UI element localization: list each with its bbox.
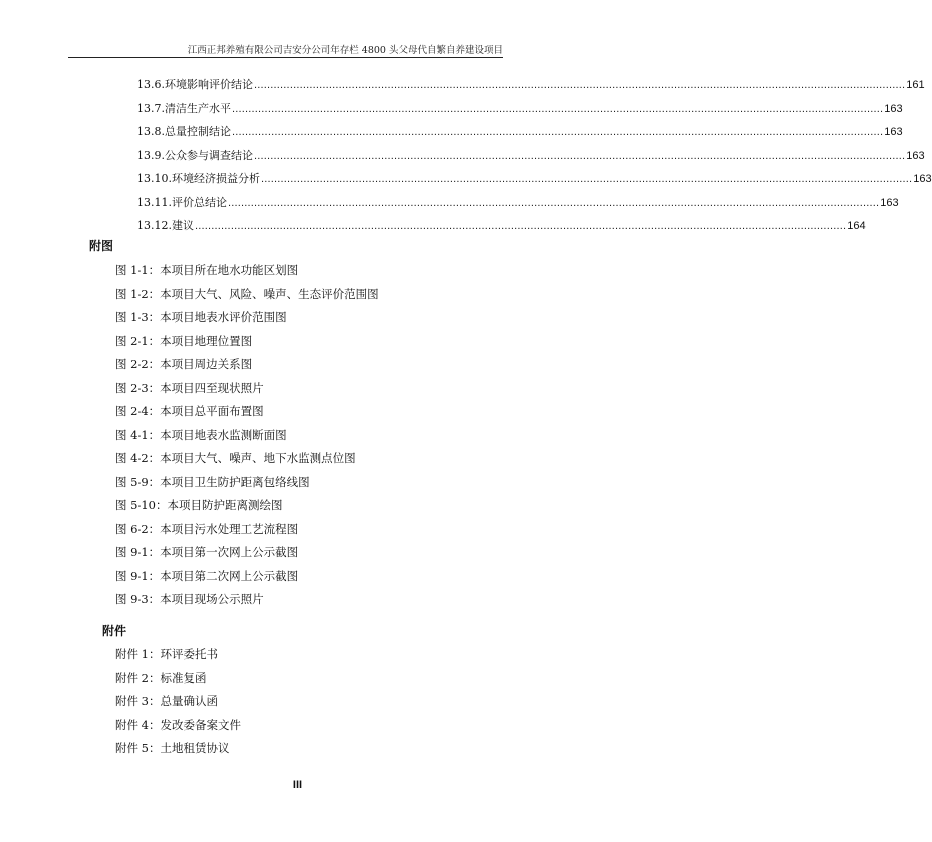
toc-entry[interactable] [137, 124, 903, 140]
toc-entry-page: 163 [880, 196, 899, 209]
page-number: III [292, 779, 303, 791]
figure-item: 图 2-1：本项目地理位置图 [115, 333, 253, 348]
toc-entry[interactable] [137, 171, 932, 187]
figure-item: 图 9-3：本项目现场公示照片 [115, 592, 264, 606]
attachment-item: 附件 1：环评委托书 [115, 647, 218, 661]
figure-item: 图 9-1：本项目第二次网上公示截图 [115, 568, 299, 583]
attachment-item: 附件 2：标准复函 [115, 670, 207, 685]
toc-entry-label: 13.11.评价总结论 [137, 195, 227, 209]
toc-leader-dots: ........................................................................................................................................................................................................ [232, 102, 884, 115]
toc-entry-page: 161 [906, 79, 925, 91]
running-header: 江西正邦养殖有限公司吉安分公司年存栏 4800 头父母代自繁自养建设项目 [187, 45, 503, 56]
toc-leader-dots: ........................................................................................................................................................................................................ [228, 196, 880, 209]
toc-entry-label: 13.8.总量控制结论 [137, 125, 231, 138]
toc-leader-dots: ........................................................................................................................................................................................................ [195, 220, 847, 232]
attachment-item: 附件 4：发改委备案文件 [115, 717, 241, 732]
figure-item: 图 1-2：本项目大气、风险、噪声、生态评价范围图 [115, 286, 379, 301]
figures-heading: 附图 [89, 239, 114, 253]
toc-entry-label: 13.6.环境影响评价结论 [137, 78, 253, 91]
header-rule [68, 57, 503, 58]
figure-item: 图 4-1：本项目地表水监测断面图 [115, 427, 287, 442]
toc-entry[interactable] [137, 195, 899, 211]
attachment-item: 附件 3：总量确认函 [115, 694, 218, 708]
attachment-item: 附件 5：土地租赁协议 [115, 741, 230, 755]
figure-item: 图 9-1：本项目第一次网上公示截图 [115, 545, 299, 559]
figure-item: 图 2-4：本项目总平面布置图 [115, 404, 264, 418]
figure-item: 图 6-2：本项目污水处理工艺流程图 [115, 521, 299, 536]
toc-entry[interactable] [137, 77, 925, 93]
figure-item: 图 1-1：本项目所在地水功能区划图 [115, 263, 299, 277]
figure-item: 图 2-2：本项目周边关系图 [115, 357, 253, 371]
toc-entry-page: 163 [884, 126, 903, 138]
toc-leader-dots: ........................................................................................................................................................................................................ [254, 149, 906, 162]
attachments-heading: 附件 [102, 624, 127, 638]
toc-entry-label: 13.7.清洁生产水平 [137, 101, 231, 115]
toc-entry-page: 163 [906, 149, 925, 162]
figure-item: 图 5-9：本项目卫生防护距离包络线图 [115, 474, 310, 489]
toc-entry-page: 164 [847, 220, 866, 232]
toc-entry[interactable] [137, 218, 866, 234]
toc-entry[interactable] [137, 101, 903, 117]
toc-entry-label: 13.9.公众参与调查结论 [137, 148, 253, 162]
toc-entry[interactable] [137, 148, 925, 164]
toc-leader-dots: ........................................................................................................................................................................................................ [254, 79, 906, 91]
toc-entry-label: 13.10.环境经济损益分析 [137, 172, 260, 185]
toc-entry-label: 13.12.建议 [137, 219, 194, 232]
figure-item: 图 5-10：本项目防护距离测绘图 [115, 498, 283, 512]
figure-item: 图 1-3：本项目地表水评价范围图 [115, 310, 287, 324]
figure-item: 图 2-3：本项目四至现状照片 [115, 380, 264, 395]
figure-item: 图 4-2：本项目大气、噪声、地下水监测点位图 [115, 451, 356, 465]
toc-leader-dots: ........................................................................................................................................................................................................ [232, 126, 884, 138]
toc-leader-dots: ........................................................................................................................................................................................................ [261, 173, 913, 185]
toc-entry-page: 163 [884, 102, 903, 115]
toc-entry-page: 163 [913, 173, 932, 185]
